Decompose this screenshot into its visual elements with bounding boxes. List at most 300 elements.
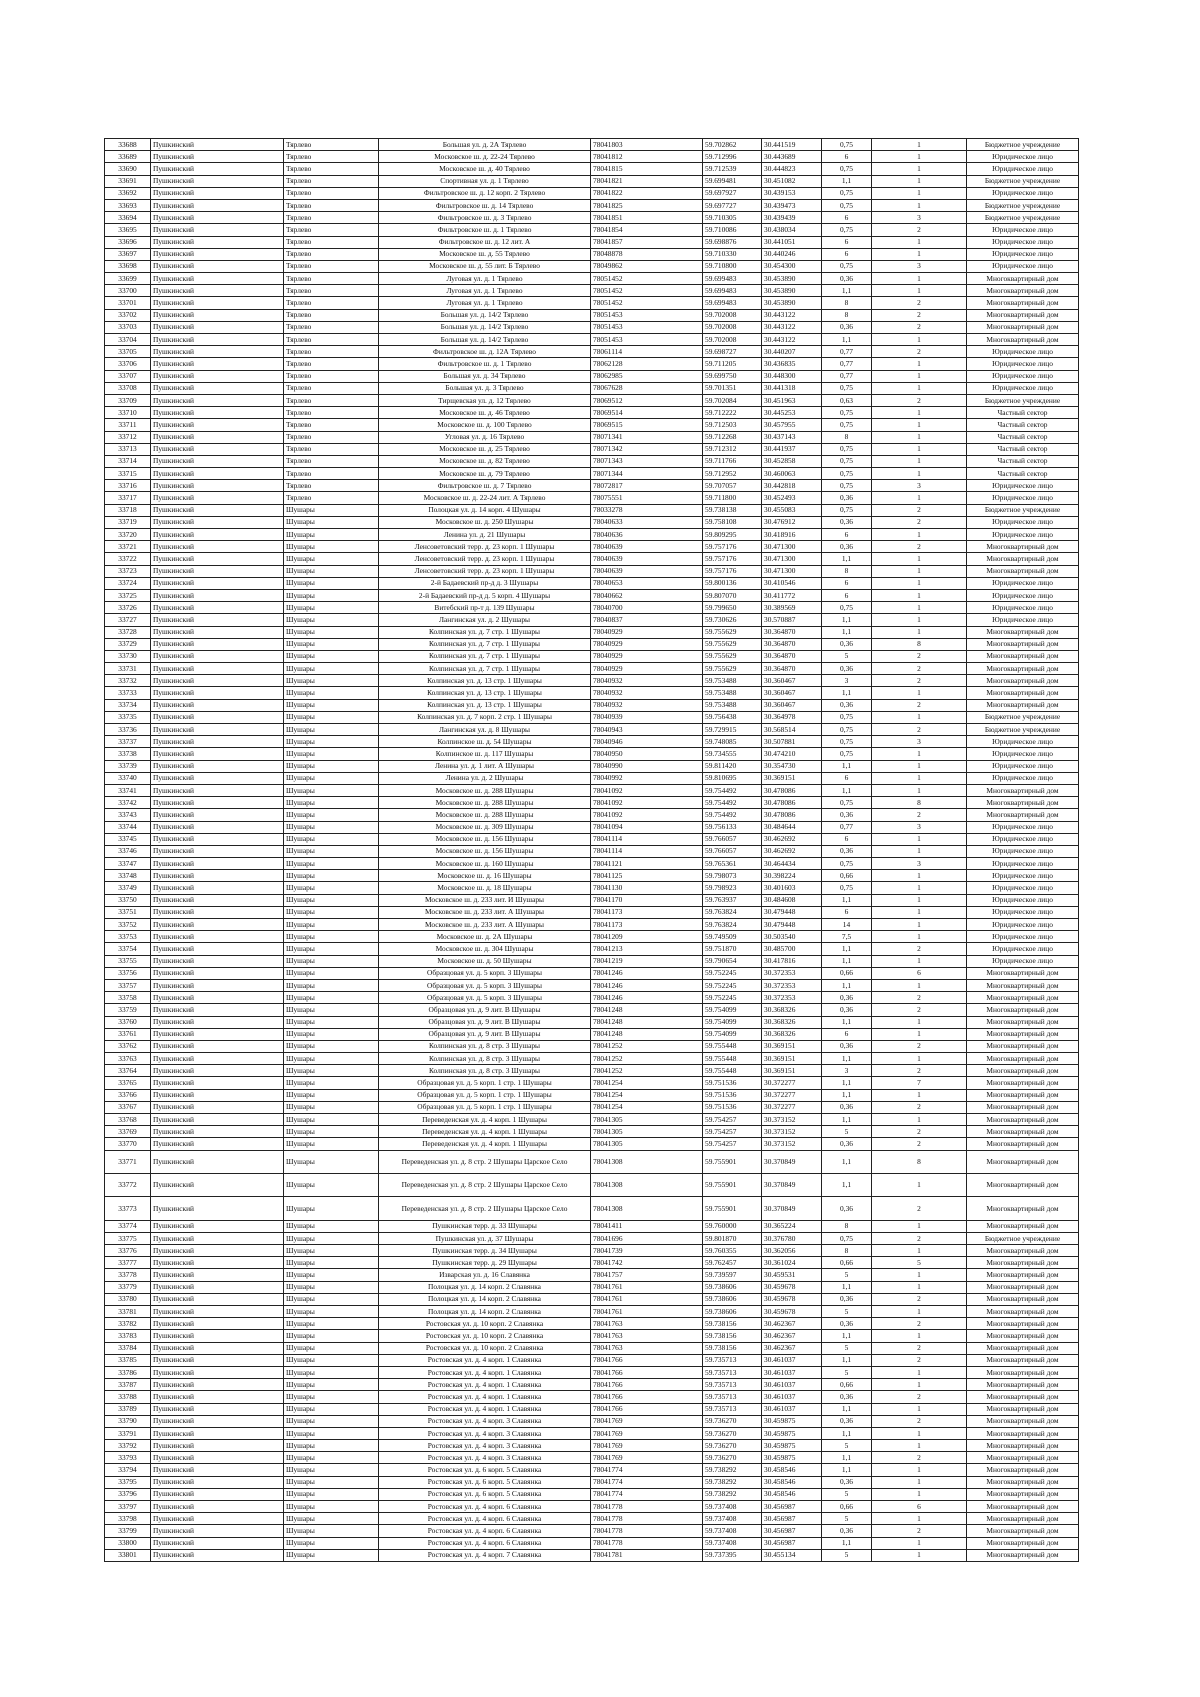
address-cell: Московское ш. д. 160 Шушары [379,858,591,870]
longitude-cell: 30.456987 [762,1537,822,1549]
capacity-cell: 0,75 [822,858,872,870]
settlement-cell: Шушары [284,1488,379,1500]
address-cell: Лангинская ул. д. 8 Шушары [379,724,591,736]
latitude-cell: 59.699483 [703,285,762,297]
object-code-cell: 78041121 [591,858,703,870]
capacity-cell: 1,1 [822,784,872,796]
latitude-cell: 59.752245 [703,967,762,979]
latitude-cell: 59.755629 [703,650,762,662]
capacity-cell: 1,1 [822,1537,872,1549]
object-code-cell: 78041774 [591,1464,703,1476]
address-cell: Московское ш. д. 2А Шушары [379,931,591,943]
district-cell: Пушкинский [151,541,284,553]
capacity-cell: 3 [822,675,872,687]
object-code-cell: 78041774 [591,1476,703,1488]
capacity-cell: 1,1 [822,614,872,626]
table-row [105,1549,1079,1561]
district-cell: Пушкинский [151,248,284,260]
district-cell: Пушкинский [151,273,284,285]
consumer-type-cell: Многоквартирный дом [967,1004,1079,1016]
object-code-cell: 78041769 [591,1427,703,1439]
address-cell: Изварская ул. д. 16 Славянка [379,1269,591,1281]
latitude-cell: 59.757176 [703,553,762,565]
latitude-cell: 59.735713 [703,1391,762,1403]
settlement-cell: Шушары [284,577,379,589]
address-cell: Московское ш. д. 304 Шушары [379,943,591,955]
district-cell: Пушкинский [151,187,284,199]
district-cell: Пушкинский [151,1150,284,1173]
capacity-cell: 0,36 [822,1476,872,1488]
table-row [105,334,1079,346]
district-cell: Пушкинский [151,504,284,516]
row-number-cell: 33726 [105,602,151,614]
count-cell: 1 [872,1016,967,1028]
latitude-cell: 59.754099 [703,1028,762,1040]
capacity-cell: 0,75 [822,139,872,151]
capacity-cell: 8 [822,565,872,577]
address-cell: Ростовская ул. д. 4 корп. 1 Славянка [379,1354,591,1366]
row-number-cell: 33780 [105,1293,151,1305]
consumer-type-cell: Бюджетное учреждение [967,199,1079,211]
longitude-cell: 30.459678 [762,1281,822,1293]
longitude-cell: 30.445253 [762,407,822,419]
row-number-cell: 33749 [105,882,151,894]
count-cell: 1 [872,468,967,480]
row-number-cell: 33716 [105,480,151,492]
longitude-cell: 30.372277 [762,1077,822,1089]
object-code-cell: 78041774 [591,1488,703,1500]
row-number-cell: 33729 [105,638,151,650]
row-number-cell: 33788 [105,1391,151,1403]
longitude-cell: 30.444823 [762,163,822,175]
row-number-cell: 33745 [105,833,151,845]
row-number-cell: 33718 [105,504,151,516]
longitude-cell: 30.436835 [762,358,822,370]
count-cell: 2 [872,346,967,358]
count-cell: 2 [872,724,967,736]
settlement-cell: Шушары [284,1366,379,1378]
address-cell: Колпинская ул. д. 7 стр. 1 Шушары [379,638,591,650]
longitude-cell: 30.369151 [762,1053,822,1065]
capacity-cell: 1,1 [822,1016,872,1028]
capacity-cell: 5 [822,1306,872,1318]
district-cell: Пушкинский [151,589,284,601]
longitude-cell: 30.368326 [762,1016,822,1028]
longitude-cell: 30.360467 [762,699,822,711]
consumer-type-cell: Многоквартирный дом [967,1427,1079,1439]
capacity-cell: 0,77 [822,346,872,358]
object-code-cell: 78041254 [591,1101,703,1113]
object-code-cell: 78041822 [591,187,703,199]
consumer-type-cell: Многоквартирный дом [967,967,1079,979]
settlement-cell: Шушары [284,955,379,967]
address-cell: Московское ш. д. 233 лит. И Шушары [379,894,591,906]
row-number-cell: 33722 [105,553,151,565]
count-cell: 1 [872,163,967,175]
table-row [105,797,1079,809]
count-cell: 1 [872,248,967,260]
consumer-type-cell: Многоквартирный дом [967,273,1079,285]
count-cell: 2 [872,1126,967,1138]
object-code-cell: 78041252 [591,1040,703,1052]
district-cell: Пушкинский [151,358,284,370]
longitude-cell: 30.360467 [762,687,822,699]
address-cell: 2-й Бадаевский пр-д д. 3 Шушары [379,577,591,589]
object-code-cell: 78041769 [591,1452,703,1464]
settlement-cell: Тярлево [284,224,379,236]
capacity-cell: 8 [822,431,872,443]
longitude-cell: 30.479448 [762,919,822,931]
object-code-cell: 78040932 [591,699,703,711]
capacity-cell: 1,1 [822,175,872,187]
settlement-cell: Шушары [284,967,379,979]
settlement-cell: Шушары [284,1525,379,1537]
latitude-cell: 59.712539 [703,163,762,175]
consumer-type-cell: Юридическое лицо [967,919,1079,931]
row-number-cell: 33707 [105,370,151,382]
longitude-cell: 30.462692 [762,833,822,845]
address-cell: Ростовская ул. д. 10 корп. 2 Славянка [379,1330,591,1342]
object-code-cell: 78040932 [591,687,703,699]
district-cell: Пушкинский [151,1403,284,1415]
address-cell: Большая ул. д. 14/2 Тярлево [379,321,591,333]
address-cell: Фильтровское ш. д. 1 Тярлево [379,224,591,236]
table-row [105,687,1079,699]
district-cell: Пушкинский [151,529,284,541]
row-number-cell: 33773 [105,1197,151,1220]
row-number-cell: 33794 [105,1464,151,1476]
object-code-cell: 78040633 [591,516,703,528]
district-cell: Пушкинский [151,370,284,382]
object-code-cell: 78041766 [591,1354,703,1366]
consumer-type-cell: Многоквартирный дом [967,1488,1079,1500]
table-row [105,565,1079,577]
consumer-type-cell: Юридическое лицо [967,187,1079,199]
row-number-cell: 33791 [105,1427,151,1439]
capacity-cell: 6 [822,906,872,918]
table-row [105,285,1079,297]
count-cell: 3 [872,736,967,748]
count-cell: 2 [872,675,967,687]
capacity-cell: 8 [822,1245,872,1257]
count-cell: 2 [872,224,967,236]
row-number-cell: 33737 [105,736,151,748]
settlement-cell: Шушары [284,1330,379,1342]
consumer-type-cell: Многоквартирный дом [967,1342,1079,1354]
consumer-type-cell: Многоквартирный дом [967,638,1079,650]
table-row [105,139,1079,151]
count-cell: 1 [872,870,967,882]
settlement-cell: Шушары [284,992,379,1004]
latitude-cell: 59.754257 [703,1138,762,1150]
row-number-cell: 33801 [105,1549,151,1561]
settlement-cell: Тярлево [284,297,379,309]
capacity-cell: 0,75 [822,736,872,748]
settlement-cell: Шушары [284,1342,379,1354]
capacity-cell: 5 [822,1366,872,1378]
settlement-cell: Тярлево [284,151,379,163]
table-row [105,1077,1079,1089]
count-cell: 2 [872,504,967,516]
object-code-cell: 78041778 [591,1513,703,1525]
address-cell: Московское ш. д. 50 Шушары [379,955,591,967]
consumer-type-cell: Многоквартирный дом [967,1053,1079,1065]
longitude-cell: 30.441318 [762,382,822,394]
consumer-type-cell: Юридическое лицо [967,358,1079,370]
longitude-cell: 30.478086 [762,809,822,821]
object-code-cell: 78041219 [591,955,703,967]
consumer-type-cell: Юридическое лицо [967,943,1079,955]
object-code-cell: 78040939 [591,711,703,723]
settlement-cell: Тярлево [284,407,379,419]
latitude-cell: 59.801870 [703,1232,762,1244]
address-cell: Образцовая ул. д. 9 лит. В Шушары [379,1028,591,1040]
settlement-cell: Шушары [284,821,379,833]
district-cell: Пушкинский [151,675,284,687]
row-number-cell: 33704 [105,334,151,346]
row-number-cell: 33702 [105,309,151,321]
capacity-cell: 0,66 [822,870,872,882]
data-table [104,138,1079,1562]
district-cell: Пушкинский [151,1126,284,1138]
table-row [105,443,1079,455]
address-cell: Колпинская ул. д. 8 стр. 3 Шушары [379,1053,591,1065]
address-cell: Колпинская ул. д. 7 корп. 2 стр. 1 Шушары [379,711,591,723]
object-code-cell: 78041170 [591,894,703,906]
object-code-cell: 78041305 [591,1114,703,1126]
table-row [105,1245,1079,1257]
consumer-type-cell: Многоквартирный дом [967,1330,1079,1342]
object-code-cell: 78041781 [591,1549,703,1561]
latitude-cell: 59.738292 [703,1488,762,1500]
consumer-type-cell: Многоквартирный дом [967,1281,1079,1293]
consumer-type-cell: Юридическое лицо [967,772,1079,784]
settlement-cell: Тярлево [284,212,379,224]
district-cell: Пушкинский [151,1452,284,1464]
district-cell: Пушкинский [151,1354,284,1366]
count-cell: 1 [872,199,967,211]
longitude-cell: 30.507881 [762,736,822,748]
count-cell: 1 [872,139,967,151]
object-code-cell: 78040950 [591,748,703,760]
longitude-cell: 30.442818 [762,480,822,492]
district-cell: Пушкинский [151,1028,284,1040]
row-number-cell: 33703 [105,321,151,333]
district-cell: Пушкинский [151,1053,284,1065]
latitude-cell: 59.702084 [703,394,762,406]
count-cell: 1 [872,443,967,455]
district-cell: Пушкинский [151,468,284,480]
count-cell: 2 [872,516,967,528]
table-row [105,480,1079,492]
consumer-type-cell: Многоквартирный дом [967,565,1079,577]
latitude-cell: 59.729915 [703,724,762,736]
address-cell: Московское ш. д. 288 Шушары [379,809,591,821]
count-cell: 2 [872,1138,967,1150]
settlement-cell: Шушары [284,675,379,687]
object-code-cell: 78041092 [591,809,703,821]
consumer-type-cell: Юридическое лицо [967,370,1079,382]
longitude-cell: 30.369151 [762,1065,822,1077]
latitude-cell: 59.738292 [703,1464,762,1476]
consumer-type-cell: Бюджетное учреждение [967,175,1079,187]
consumer-type-cell: Многоквартирный дом [967,1138,1079,1150]
latitude-cell: 59.710086 [703,224,762,236]
table-row [105,1004,1079,1016]
district-cell: Пушкинский [151,553,284,565]
object-code-cell: 78041778 [591,1525,703,1537]
table-row [105,809,1079,821]
address-cell: Образцовая ул. д. 5 корп. 3 Шушары [379,992,591,1004]
row-number-cell: 33764 [105,1065,151,1077]
count-cell: 1 [872,1089,967,1101]
latitude-cell: 59.754257 [703,1126,762,1138]
count-cell: 1 [872,1403,967,1415]
capacity-cell: 0,36 [822,1391,872,1403]
object-code-cell: 78041761 [591,1306,703,1318]
table-row [105,394,1079,406]
count-cell: 1 [872,1306,967,1318]
latitude-cell: 59.737408 [703,1513,762,1525]
row-number-cell: 33767 [105,1101,151,1113]
count-cell: 1 [872,187,967,199]
latitude-cell: 59.735713 [703,1366,762,1378]
settlement-cell: Тярлево [284,443,379,455]
latitude-cell: 59.738138 [703,504,762,516]
settlement-cell: Тярлево [284,431,379,443]
table-row [105,382,1079,394]
count-cell: 1 [872,931,967,943]
consumer-type-cell: Юридическое лицо [967,602,1079,614]
table-row [105,1138,1079,1150]
address-cell: Переведенская ул. д. 4 корп. 1 Шушары [379,1126,591,1138]
longitude-cell: 30.503540 [762,931,822,943]
count-cell: 2 [872,1452,967,1464]
district-cell: Пушкинский [151,1232,284,1244]
address-cell: Ленина ул. д. 21 Шушары [379,529,591,541]
settlement-cell: Тярлево [284,260,379,272]
object-code-cell: 78040990 [591,760,703,772]
capacity-cell: 0,36 [822,845,872,857]
table-row [105,919,1079,931]
capacity-cell: 0,36 [822,1293,872,1305]
district-cell: Пушкинский [151,260,284,272]
district-cell: Пушкинский [151,992,284,1004]
settlement-cell: Шушары [284,1197,379,1220]
longitude-cell: 30.440207 [762,346,822,358]
district-cell: Пушкинский [151,309,284,321]
latitude-cell: 59.755901 [703,1197,762,1220]
object-code-cell: 78040700 [591,602,703,614]
latitude-cell: 59.754257 [703,1114,762,1126]
count-cell: 1 [872,1549,967,1561]
settlement-cell: Шушары [284,919,379,931]
table-row [105,602,1079,614]
longitude-cell: 30.484608 [762,894,822,906]
capacity-cell: 1,1 [822,1077,872,1089]
consumer-type-cell: Юридическое лицо [967,906,1079,918]
table-row [105,419,1079,431]
address-cell: Ростовская ул. д. 4 корп. 3 Славянка [379,1427,591,1439]
count-cell: 1 [872,894,967,906]
capacity-cell: 5 [822,1513,872,1525]
latitude-cell: 59.754492 [703,784,762,796]
district-cell: Пушкинский [151,1101,284,1113]
capacity-cell: 1,1 [822,894,872,906]
table-row [105,1306,1079,1318]
object-code-cell: 78040662 [591,589,703,601]
object-code-cell: 78041248 [591,1016,703,1028]
capacity-cell: 0,75 [822,187,872,199]
count-cell: 3 [872,480,967,492]
settlement-cell: Шушары [284,1016,379,1028]
latitude-cell: 59.712996 [703,151,762,163]
longitude-cell: 30.417816 [762,955,822,967]
latitude-cell: 59.712503 [703,419,762,431]
longitude-cell: 30.451082 [762,175,822,187]
settlement-cell: Тярлево [284,480,379,492]
count-cell: 1 [872,626,967,638]
row-number-cell: 33708 [105,382,151,394]
address-cell: Образцовая ул. д. 9 лит. В Шушары [379,1004,591,1016]
table-row [105,236,1079,248]
row-number-cell: 33792 [105,1440,151,1452]
district-cell: Пушкинский [151,614,284,626]
address-cell: Луговая ул. д. 1 Тярлево [379,297,591,309]
longitude-cell: 30.452858 [762,455,822,467]
row-number-cell: 33783 [105,1330,151,1342]
table-row [105,882,1079,894]
capacity-cell: 0,75 [822,480,872,492]
district-cell: Пушкинский [151,431,284,443]
count-cell: 1 [872,1269,967,1281]
table-row [105,577,1079,589]
object-code-cell: 78040639 [591,565,703,577]
object-code-cell: 78041761 [591,1293,703,1305]
consumer-type-cell: Юридическое лицо [967,529,1079,541]
latitude-cell: 59.736270 [703,1415,762,1427]
capacity-cell: 0,36 [822,321,872,333]
district-cell: Пушкинский [151,1293,284,1305]
count-cell: 2 [872,650,967,662]
table-row [105,1028,1079,1040]
table-row [105,1089,1079,1101]
settlement-cell: Шушары [284,1501,379,1513]
table-row [105,212,1079,224]
district-cell: Пушкинский [151,1016,284,1028]
table-row [105,1232,1079,1244]
table-row [105,1150,1079,1173]
district-cell: Пушкинский [151,1330,284,1342]
latitude-cell: 59.702008 [703,321,762,333]
table-body [105,139,1079,1562]
row-number-cell: 33734 [105,699,151,711]
row-number-cell: 33721 [105,541,151,553]
capacity-cell: 0,36 [822,516,872,528]
table-row [105,979,1079,991]
longitude-cell: 30.441051 [762,236,822,248]
object-code-cell: 78040929 [591,638,703,650]
settlement-cell: Шушары [284,1114,379,1126]
consumer-type-cell: Многоквартирный дом [967,687,1079,699]
address-cell: Ленина ул. д. 2 Шушары [379,772,591,784]
longitude-cell: 30.464434 [762,858,822,870]
consumer-type-cell: Многоквартирный дом [967,1354,1079,1366]
district-cell: Пушкинский [151,1440,284,1452]
longitude-cell: 30.462367 [762,1342,822,1354]
district-cell: Пушкинский [151,1138,284,1150]
consumer-type-cell: Юридическое лицо [967,492,1079,504]
